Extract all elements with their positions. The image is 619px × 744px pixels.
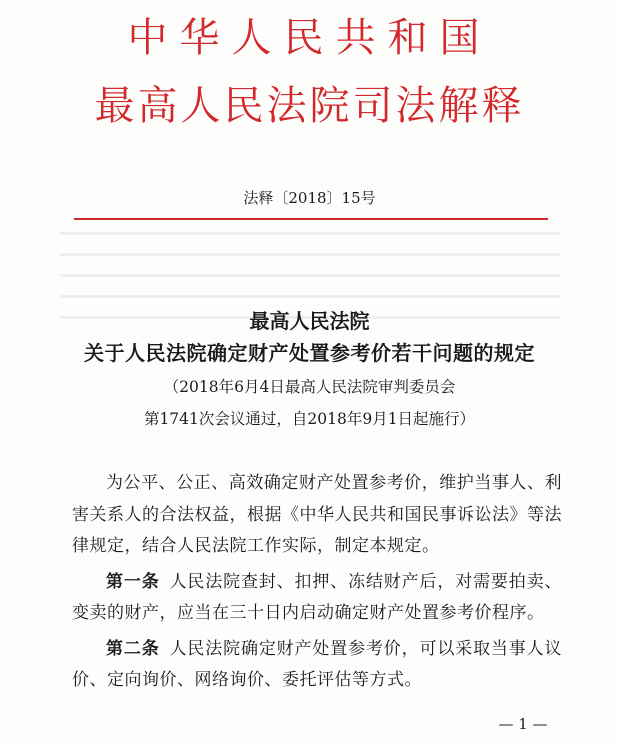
adoption-note-line1: （2018年6月4日最高人民法院审判委员会 <box>163 378 456 396</box>
document-number: 法释〔2018〕15号 <box>243 189 376 207</box>
document-body <box>72 468 562 697</box>
article-label: 第一条 <box>106 571 160 592</box>
document-title: 关于人民法院确定财产处置参考价若干问题的规定 <box>84 341 535 365</box>
letterhead-country: 中华人民共和国 <box>127 15 492 61</box>
red-divider-line <box>74 218 548 220</box>
article-label: 第二条 <box>106 638 160 659</box>
preamble-paragraph: 为公平、公正、高效确定财产处置参考价，维护当事人、利害关系人的合法权益，根据《中华人民共和国民事诉讼法》等法律规定，结合人民法院工作实际，制定本规定。 <box>72 473 562 556</box>
article-paragraph <box>72 567 562 630</box>
page-number: — 1 — <box>498 715 548 733</box>
issuing-court: 最高人民法院 <box>249 309 370 333</box>
article-text: 人民法院确定财产处置参考价，可以采取当事人议价、定向询价、网络询价、委托评估等方式。 <box>72 638 562 690</box>
article-paragraph <box>72 634 562 697</box>
letterhead-court-title: 最高人民法院司法解释 <box>94 83 525 129</box>
adoption-note-line2: 第1741次会议通过，自2018年9月1日起施行） <box>143 410 476 428</box>
article-text: 人民法院查封、扣押、冻结财产后，对需要拍卖、变卖的财产，应当在三十日内启动确定财产处置参考价程序。 <box>72 571 562 623</box>
